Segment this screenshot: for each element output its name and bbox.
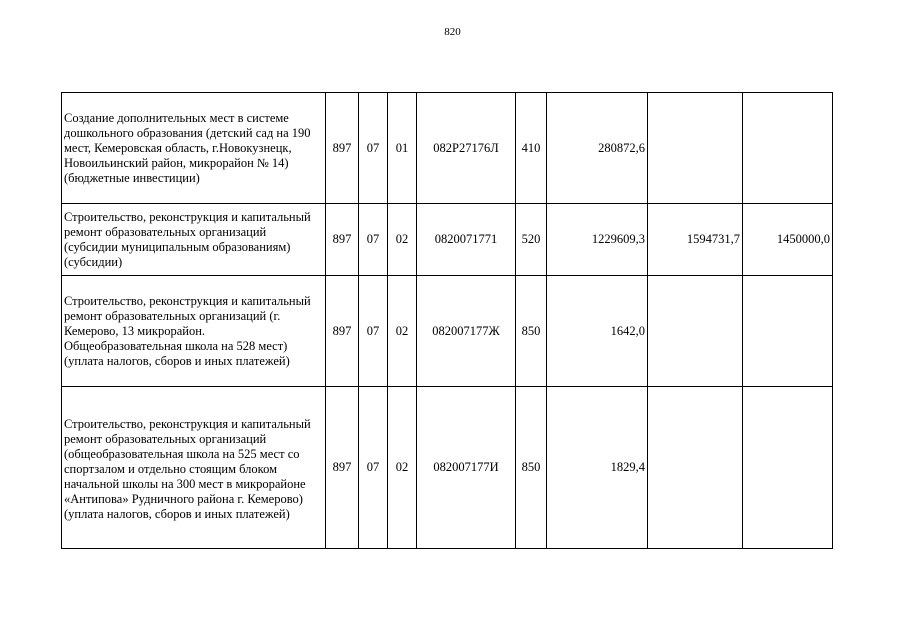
target-article-cell: 082007177Ж — [417, 276, 516, 387]
expense-name-cell: Строительство, реконструкция и капитальный ремонт образовательных организаций (г. Кемерово, 13 микрорайон. Общеобразовательная школа на 528 мест) (уплата налогов, сборов и иных платежей) — [62, 276, 326, 387]
expense-type-cell: 850 — [516, 387, 547, 549]
ministry-code-cell: 897 — [326, 93, 359, 204]
amount-year-1-cell: 1642,0 — [547, 276, 648, 387]
subsection-code-cell: 01 — [388, 93, 417, 204]
amount-year-1-cell: 1229609,3 — [547, 204, 648, 276]
section-code-cell: 07 — [359, 276, 388, 387]
subsection-code-cell: 02 — [388, 204, 417, 276]
amount-year-1-cell: 1829,4 — [547, 387, 648, 549]
subsection-code-cell: 02 — [388, 276, 417, 387]
ministry-code-cell: 897 — [326, 387, 359, 549]
amount-year-2-cell — [648, 93, 743, 204]
section-code-cell: 07 — [359, 93, 388, 204]
expense-name-cell: Строительство, реконструкция и капитальный ремонт образовательных организаций (субсидии муниципальным образованиям) (субсидии) — [62, 204, 326, 276]
ministry-code-cell: 897 — [326, 204, 359, 276]
table-row — [62, 276, 833, 387]
page-number: 820 — [444, 26, 461, 38]
expense-name-cell: Создание дополнительных мест в системе дошкольного образования (детский сад на 190 мест, Кемеровская область, г.Новокузнецк, Новоильинский район, микрорайон № 14) (бюджетные инвестиции) — [62, 93, 326, 204]
ministry-code-cell: 897 — [326, 276, 359, 387]
expense-type-cell: 410 — [516, 93, 547, 204]
amount-year-2-cell — [648, 276, 743, 387]
target-article-cell: 082Р27176Л — [417, 93, 516, 204]
table-row — [62, 93, 833, 204]
amount-year-2-cell: 1594731,7 — [648, 204, 743, 276]
subsection-code-cell: 02 — [388, 387, 417, 549]
expense-name-cell: Строительство, реконструкция и капитальный ремонт образовательных организаций (общеобразовательная школа на 525 мест со спортзалом и отдельно стоящим блоком начальной школы на 300 мест в микрорайоне «Антипова» Рудничного района г. Кемерово) (уплата налогов, сборов и иных платежей) — [62, 387, 326, 549]
target-article-cell: 082007177И — [417, 387, 516, 549]
amount-year-1-cell: 280872,6 — [547, 93, 648, 204]
amount-year-3-cell — [743, 276, 833, 387]
expense-type-cell: 520 — [516, 204, 547, 276]
target-article-cell: 0820071771 — [417, 204, 516, 276]
expense-type-cell: 850 — [516, 276, 547, 387]
table-row — [62, 387, 833, 549]
table-row — [62, 204, 833, 276]
amount-year-3-cell: 1450000,0 — [743, 204, 833, 276]
budget-table — [61, 92, 833, 549]
amount-year-3-cell — [743, 93, 833, 204]
amount-year-3-cell — [743, 387, 833, 549]
section-code-cell: 07 — [359, 387, 388, 549]
amount-year-2-cell — [648, 387, 743, 549]
section-code-cell: 07 — [359, 204, 388, 276]
